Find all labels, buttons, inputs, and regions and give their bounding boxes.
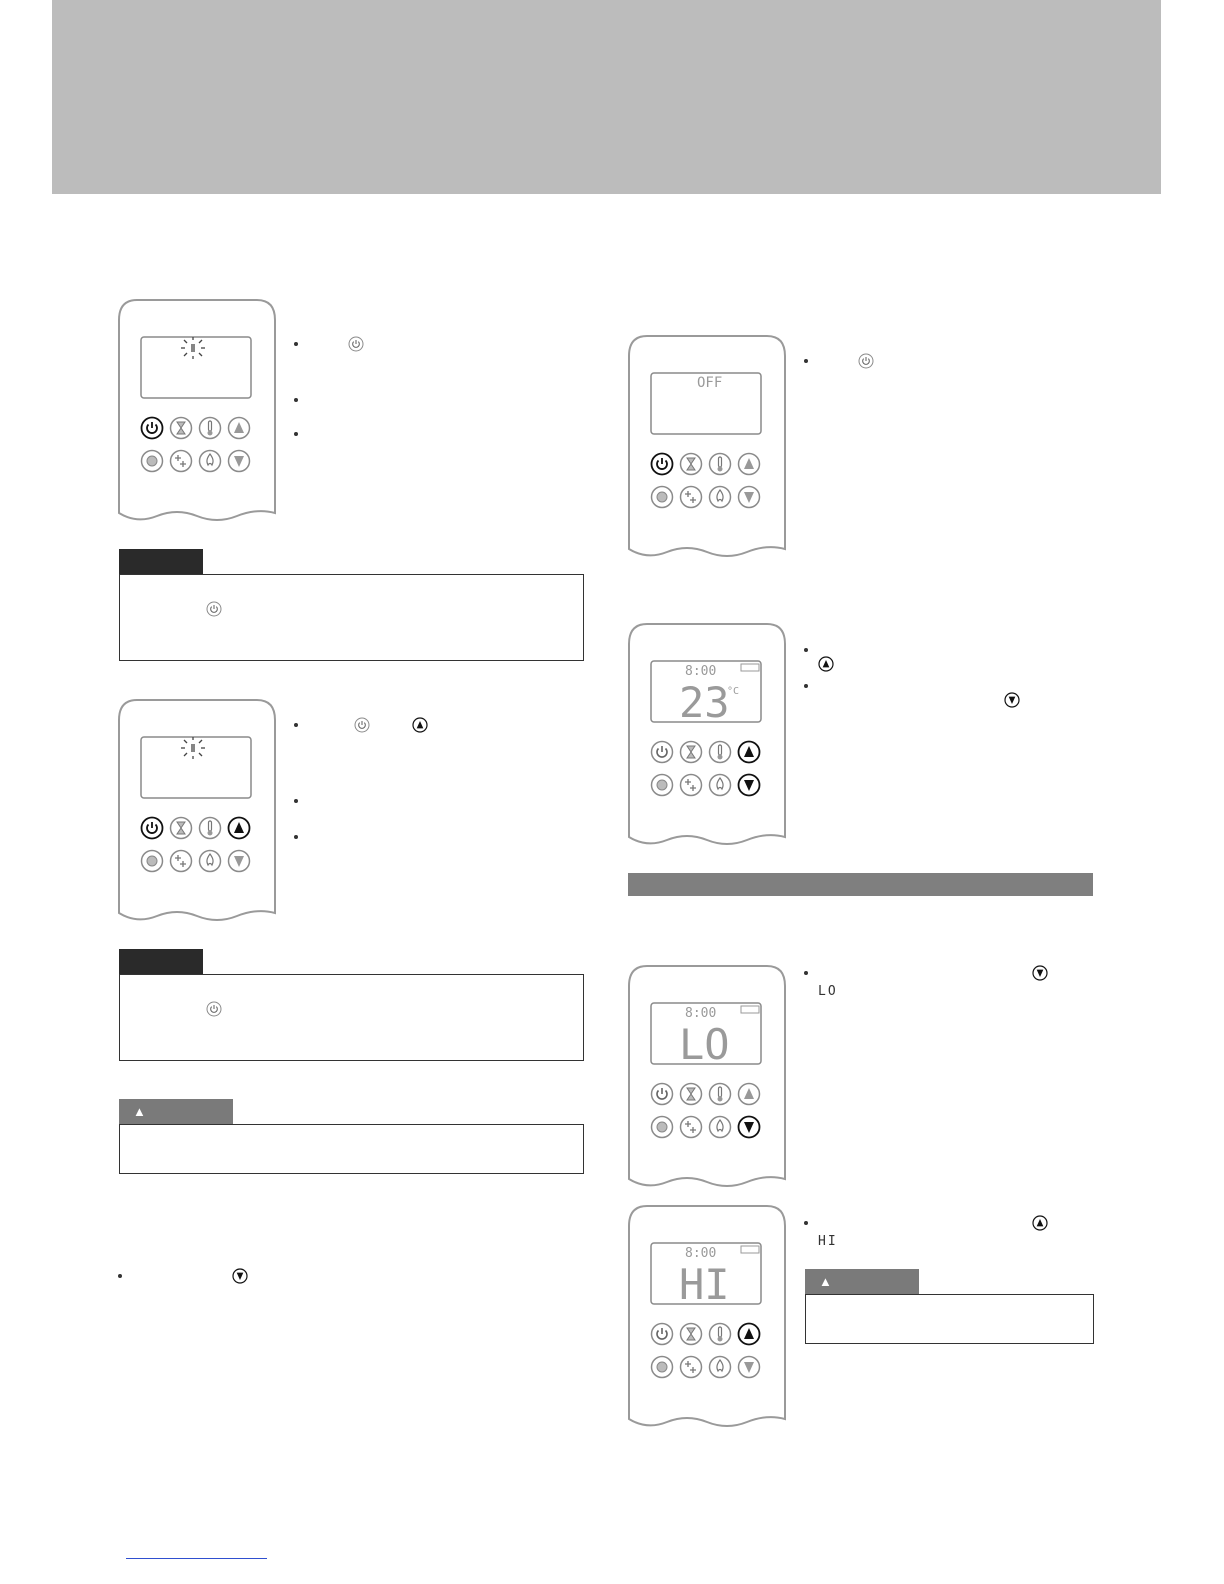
caution-icon: ▲ — [133, 1104, 146, 1119]
lcd-main-text: HI — [679, 1260, 730, 1309]
plus-icon — [681, 1357, 702, 1378]
power-icon — [652, 1084, 673, 1105]
power-icon — [206, 1001, 222, 1017]
down-arrow-icon — [229, 851, 250, 872]
lcd-clock: 8:00 — [685, 1006, 717, 1021]
eco-icon — [652, 1357, 673, 1378]
power-icon — [142, 418, 163, 439]
down-arrow-icon — [1032, 965, 1048, 981]
power-icon — [652, 454, 673, 475]
down-arrow-icon — [739, 775, 760, 796]
down-arrow-icon — [739, 1117, 760, 1138]
down-arrow-icon — [739, 1357, 760, 1378]
bullet-list-7 — [804, 1215, 1094, 1255]
lcd-screen — [141, 737, 251, 798]
plus-icon — [171, 851, 192, 872]
flame-icon — [200, 451, 221, 472]
plus-icon — [681, 775, 702, 796]
bullet-list-2 — [294, 717, 574, 847]
down-arrow-icon — [739, 487, 760, 508]
power-icon — [348, 336, 364, 352]
remote-illustration-2 — [117, 698, 277, 923]
timer-icon — [681, 454, 702, 475]
power-icon — [354, 717, 370, 733]
lcd-temperature: 23 — [679, 678, 730, 727]
timer-icon — [171, 418, 192, 439]
power-icon — [142, 818, 163, 839]
eco-icon — [652, 775, 673, 796]
down-arrow-icon — [1004, 692, 1020, 708]
bullet-list-5 — [804, 642, 1094, 712]
thermometer-icon — [710, 1324, 731, 1345]
note-label-1 — [119, 549, 203, 574]
eco-icon — [652, 487, 673, 508]
timer-icon — [681, 1084, 702, 1105]
up-arrow-icon — [229, 418, 250, 439]
footer-link-underline[interactable] — [126, 1558, 267, 1559]
note-box-1 — [119, 574, 584, 661]
up-arrow-icon — [739, 1084, 760, 1105]
down-arrow-icon — [229, 451, 250, 472]
eco-icon — [142, 851, 163, 872]
note-label-2 — [119, 949, 203, 974]
flame-icon — [200, 851, 221, 872]
lcd-clock: 8:00 — [685, 1246, 717, 1261]
up-arrow-icon — [818, 656, 834, 672]
eco-icon — [652, 1117, 673, 1138]
lcd-main-text: LO — [679, 1020, 730, 1069]
inline-hi-display: HI — [818, 1234, 838, 1249]
remote-illustration-6 — [627, 1204, 787, 1429]
bullet-list-6 — [804, 965, 1094, 1005]
lcd-screen — [141, 337, 251, 398]
up-arrow-icon — [739, 742, 760, 763]
remote-illustration-1 — [117, 298, 277, 523]
header-band — [52, 0, 1161, 194]
bullet-list-3 — [118, 1268, 418, 1288]
remote-illustration-3 — [627, 334, 787, 559]
thermometer-icon — [710, 1084, 731, 1105]
lcd-top-text: OFF — [697, 375, 723, 391]
timer-icon — [681, 1324, 702, 1345]
flame-icon — [710, 487, 731, 508]
thermometer-icon — [200, 818, 221, 839]
remote-illustration-4 — [627, 622, 787, 847]
power-icon — [206, 601, 222, 617]
caution-label-1 — [119, 1099, 233, 1124]
plus-icon — [171, 451, 192, 472]
flame-icon — [710, 1357, 731, 1378]
up-arrow-icon — [739, 1324, 760, 1345]
up-arrow-icon — [1032, 1215, 1048, 1231]
lcd-clock: 8:00 — [685, 664, 717, 679]
timer-icon — [171, 818, 192, 839]
flame-icon — [710, 775, 731, 796]
remote-illustration-5 — [627, 964, 787, 1189]
plus-icon — [681, 487, 702, 508]
power-icon — [858, 353, 874, 369]
caution-label-2 — [805, 1269, 919, 1294]
thermometer-icon — [710, 742, 731, 763]
up-arrow-icon — [412, 717, 428, 733]
up-arrow-icon — [229, 818, 250, 839]
bullet-list-4 — [804, 353, 1084, 373]
up-arrow-icon — [739, 454, 760, 475]
caution-icon: ▲ — [819, 1274, 832, 1289]
power-icon — [652, 742, 673, 763]
bullet-list-1 — [294, 336, 574, 446]
caution-box-2 — [805, 1294, 1094, 1344]
section-header-bar — [628, 873, 1093, 896]
eco-icon — [142, 451, 163, 472]
note-box-2 — [119, 974, 584, 1061]
flame-icon — [710, 1117, 731, 1138]
timer-icon — [681, 742, 702, 763]
power-icon — [652, 1324, 673, 1345]
down-arrow-icon — [232, 1268, 248, 1284]
caution-box-1 — [119, 1124, 584, 1174]
thermometer-icon — [200, 418, 221, 439]
plus-icon — [681, 1117, 702, 1138]
lcd-unit: °C — [727, 686, 740, 697]
thermometer-icon — [710, 454, 731, 475]
inline-lo-display: LO — [818, 984, 838, 999]
